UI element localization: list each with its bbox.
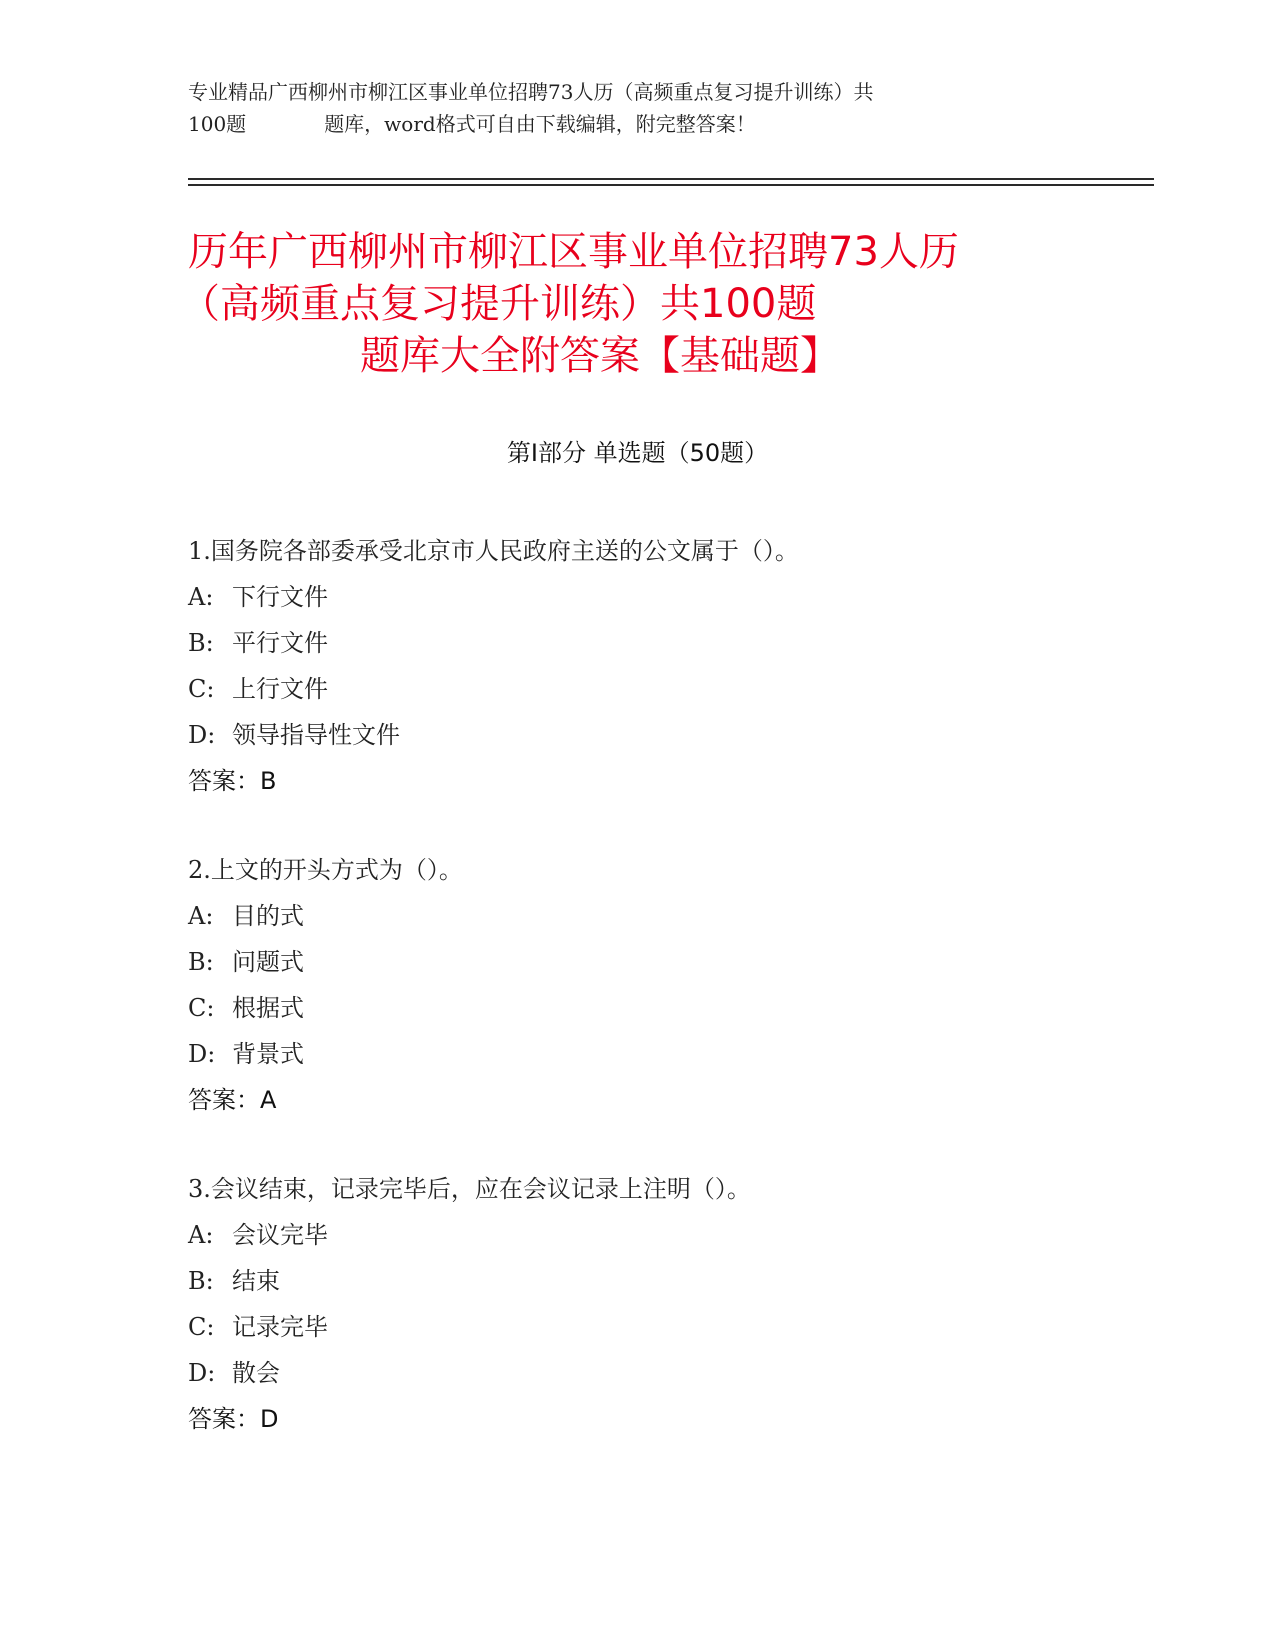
option-text: 散会 (232, 1359, 280, 1387)
option-key: C: (188, 1313, 215, 1341)
option-c (188, 985, 1148, 1031)
option-text: 结束 (232, 1267, 280, 1295)
option-text: 根据式 (232, 994, 304, 1022)
option-text: 背景式 (232, 1040, 304, 1068)
question-item (188, 528, 1148, 804)
option-key: A: (188, 1221, 214, 1249)
answer-line: 答案：B (188, 767, 277, 795)
option-c (188, 666, 1148, 712)
option-key: A: (188, 902, 214, 930)
option-text: 目的式 (232, 902, 304, 930)
section-heading: 第I部分 单选题（50题） (506, 439, 769, 467)
title-line-1: 历年广西柳州市柳江区事业单位招聘73人历 (188, 229, 959, 275)
document-title (180, 226, 1088, 382)
option-b (188, 620, 1148, 666)
answer-line: 答案：A (188, 1086, 277, 1114)
option-a (188, 1212, 1148, 1258)
option-text: 领导指导性文件 (232, 721, 400, 749)
option-text: 问题式 (232, 948, 304, 976)
header-note-line2-left: 100题 (188, 112, 247, 136)
option-d (188, 1350, 1148, 1396)
title-line-2: （高频重点复习提升训练）共100题 (180, 281, 817, 327)
header-note-line2 (188, 108, 1068, 140)
option-key: C: (188, 675, 215, 703)
question-list (188, 528, 1148, 1485)
question-item (188, 847, 1148, 1123)
question-item (188, 1166, 1148, 1442)
option-key: D: (188, 1359, 216, 1387)
option-text: 记录完毕 (232, 1313, 328, 1341)
option-d (188, 1031, 1148, 1077)
option-key: D: (188, 721, 216, 749)
option-b (188, 939, 1148, 985)
option-key: B: (188, 629, 214, 657)
option-d (188, 712, 1148, 758)
option-text: 平行文件 (232, 629, 328, 657)
option-a (188, 574, 1148, 620)
header-note-line1: 专业精品广西柳州市柳江区事业单位招聘73人历（高频重点复习提升训练）共 (188, 80, 874, 104)
answer-line: 答案：D (188, 1405, 279, 1433)
option-text: 会议完毕 (232, 1221, 328, 1249)
option-text: 下行文件 (232, 583, 328, 611)
option-b (188, 1258, 1148, 1304)
option-key: C: (188, 994, 215, 1022)
question-stem: 3.会议结束，记录完毕后，应在会议记录上注明（）。 (188, 1175, 751, 1203)
header-divider-bottom (188, 184, 1154, 186)
option-key: D: (188, 1040, 216, 1068)
header-note (188, 76, 1068, 140)
option-c (188, 1304, 1148, 1350)
title-line-3: 题库大全附答案【基础题】 (360, 333, 840, 379)
option-key: B: (188, 1267, 214, 1295)
option-text: 上行文件 (232, 675, 328, 703)
header-divider-top (188, 178, 1154, 180)
option-a (188, 893, 1148, 939)
option-key: B: (188, 948, 214, 976)
question-stem: 2.上文的开头方式为（）。 (188, 856, 463, 884)
question-stem: 1.国务院各部委承受北京市人民政府主送的公文属于（）。 (188, 537, 799, 565)
header-note-line2-right: 题库，word格式可自由下载编辑，附完整答案！ (324, 112, 756, 136)
option-key: A: (188, 583, 214, 611)
